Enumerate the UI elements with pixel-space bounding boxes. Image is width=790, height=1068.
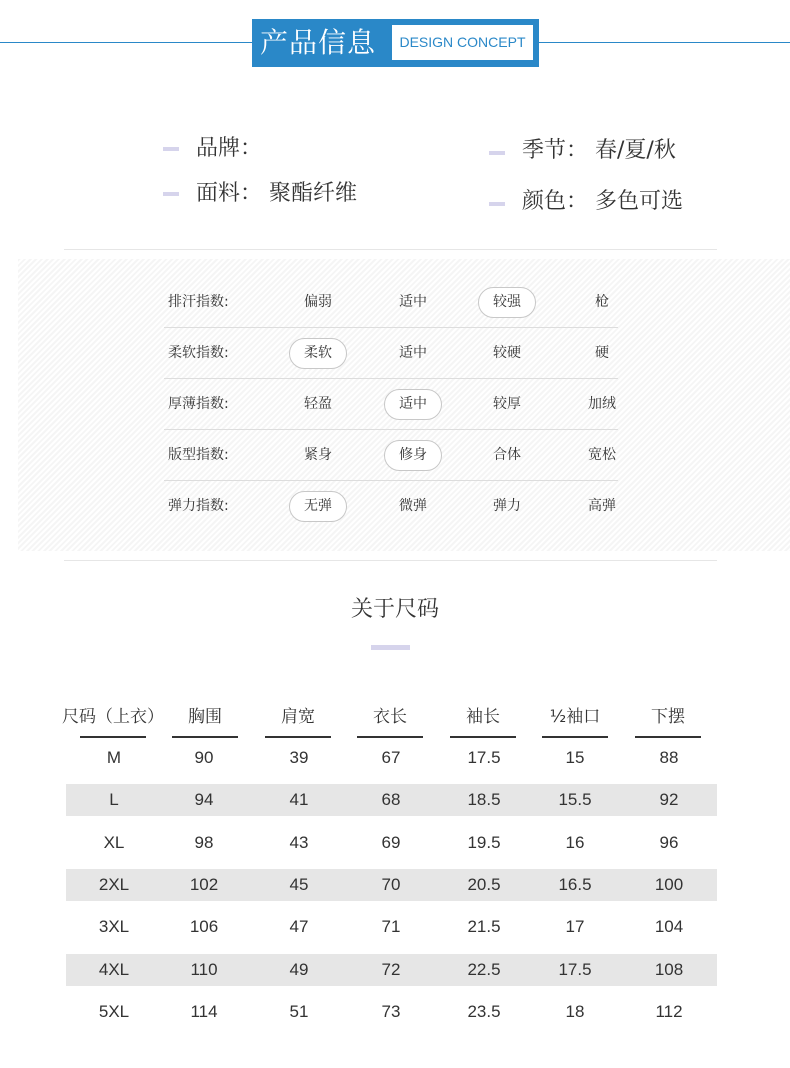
header-underline <box>450 736 516 738</box>
index-option: 适中 <box>399 345 427 361</box>
table-cell: 67 <box>381 748 401 767</box>
title-underline <box>371 645 410 650</box>
size-title: 关于尺码 <box>350 597 439 622</box>
table-cell: 69 <box>381 833 401 852</box>
index-option: 较厚 <box>493 396 521 412</box>
table-cell: 39 <box>289 748 309 767</box>
index-option: 枪 <box>595 294 609 310</box>
table-cell: 17.5 <box>558 960 592 979</box>
table-cell: 3XL <box>98 917 130 936</box>
table-cell: L <box>109 790 119 809</box>
index-option: 较硬 <box>493 345 521 361</box>
index-option-selected: 适中 <box>384 389 442 420</box>
table-cell: 98 <box>194 833 214 852</box>
dash-icon <box>163 147 179 151</box>
table-cell: XL <box>103 833 125 852</box>
divider <box>64 249 717 250</box>
dash-icon <box>163 192 179 196</box>
table-header: 尺码（上衣） <box>62 707 164 727</box>
info-season: 季节： 春/夏/秋 <box>522 138 676 163</box>
table-header: 袖长 <box>466 707 500 727</box>
index-option: 微弹 <box>399 498 427 514</box>
index-option: 高弹 <box>588 498 616 514</box>
table-cell: 100 <box>654 875 684 894</box>
dash-icon <box>489 151 505 155</box>
table-cell: 23.5 <box>467 1002 501 1021</box>
index-option: 加绒 <box>588 396 616 412</box>
table-cell: 88 <box>659 748 679 767</box>
header-underline <box>80 736 146 738</box>
index-label: 弹力指数: <box>168 498 229 514</box>
table-cell: 16 <box>565 833 585 852</box>
table-cell: 15 <box>565 748 585 767</box>
table-cell: 51 <box>289 1002 309 1021</box>
table-cell: 4XL <box>98 960 130 979</box>
table-cell: 43 <box>289 833 309 852</box>
table-cell: 70 <box>381 875 401 894</box>
table-cell: 106 <box>189 917 219 936</box>
table-cell: 18 <box>565 1002 585 1021</box>
table-cell: 71 <box>381 917 401 936</box>
table-cell: 96 <box>659 833 679 852</box>
table-cell: 112 <box>655 1002 683 1021</box>
info-color: 颜色： 多色可选 <box>522 189 683 214</box>
header-underline <box>172 736 238 738</box>
header-line-left <box>0 42 252 43</box>
header-underline <box>265 736 331 738</box>
section-header <box>252 19 539 67</box>
info-fabric: 面料： 聚酯纤维 <box>196 181 357 206</box>
index-label: 厚薄指数: <box>168 396 229 412</box>
table-cell: 16.5 <box>558 875 592 894</box>
table-header: ½袖口 <box>549 707 601 727</box>
table-cell: 68 <box>381 790 401 809</box>
index-option: 弹力 <box>493 498 521 514</box>
index-row-elasticity <box>18 481 790 532</box>
header-underline <box>635 736 701 738</box>
table-header: 肩宽 <box>281 707 315 727</box>
table-cell: 49 <box>289 960 309 979</box>
index-option: 偏弱 <box>304 294 332 310</box>
dash-icon <box>489 202 505 206</box>
index-option-selected: 修身 <box>384 440 442 471</box>
table-row <box>66 827 717 859</box>
table-cell: 2XL <box>98 875 130 894</box>
index-option: 适中 <box>399 294 427 310</box>
table-cell: 108 <box>654 960 684 979</box>
index-row-sweat <box>18 277 790 328</box>
table-cell: 110 <box>190 960 218 979</box>
table-row <box>66 869 717 901</box>
index-row-fit <box>18 430 790 481</box>
table-cell: 104 <box>654 917 684 936</box>
index-option-selected: 无弹 <box>289 491 347 522</box>
table-row <box>66 996 717 1028</box>
index-label: 柔软指数: <box>168 345 229 361</box>
table-cell: 18.5 <box>467 790 501 809</box>
index-label: 排汗指数: <box>168 294 229 310</box>
table-cell: 20.5 <box>467 875 501 894</box>
section-subtitle: DESIGN CONCEPT <box>392 25 533 60</box>
table-cell: 17.5 <box>467 748 501 767</box>
table-cell: 17 <box>565 917 585 936</box>
table-cell: 72 <box>381 960 401 979</box>
header-underline <box>542 736 608 738</box>
table-row <box>66 742 717 774</box>
divider <box>64 560 717 561</box>
table-cell: 5XL <box>98 1002 130 1021</box>
table-row <box>66 954 717 986</box>
table-cell: 102 <box>189 875 219 894</box>
index-option: 紧身 <box>304 447 332 463</box>
index-option-selected: 柔软 <box>289 338 347 369</box>
table-cell: 22.5 <box>467 960 501 979</box>
table-cell: 45 <box>289 875 309 894</box>
table-cell: 73 <box>381 1002 401 1021</box>
index-row-thickness <box>18 379 790 430</box>
table-cell: 15.5 <box>558 790 592 809</box>
table-cell: 21.5 <box>467 917 501 936</box>
index-option: 硬 <box>595 345 609 361</box>
table-row <box>66 911 717 943</box>
table-cell: 114 <box>190 1002 218 1021</box>
index-option-selected: 较强 <box>478 287 536 318</box>
table-cell: 19.5 <box>467 833 501 852</box>
section-title: 产品信息 <box>260 26 377 59</box>
table-cell: 90 <box>194 748 214 767</box>
header-underline <box>357 736 423 738</box>
table-header: 下摆 <box>651 707 685 727</box>
header-line-right <box>539 42 790 43</box>
index-row-softness <box>18 328 790 379</box>
table-cell: 94 <box>194 790 214 809</box>
table-header: 衣长 <box>373 707 407 727</box>
table-cell: M <box>106 748 122 767</box>
table-cell: 92 <box>659 790 679 809</box>
index-label: 版型指数: <box>168 447 229 463</box>
info-brand: 品牌： <box>196 136 263 161</box>
table-cell: 41 <box>289 790 309 809</box>
index-option: 合体 <box>493 447 521 463</box>
table-header: 胸围 <box>188 707 222 727</box>
table-cell: 47 <box>289 917 309 936</box>
table-row <box>66 784 717 816</box>
index-option: 宽松 <box>588 447 616 463</box>
index-option: 轻盈 <box>304 396 332 412</box>
index-panel <box>18 259 790 551</box>
